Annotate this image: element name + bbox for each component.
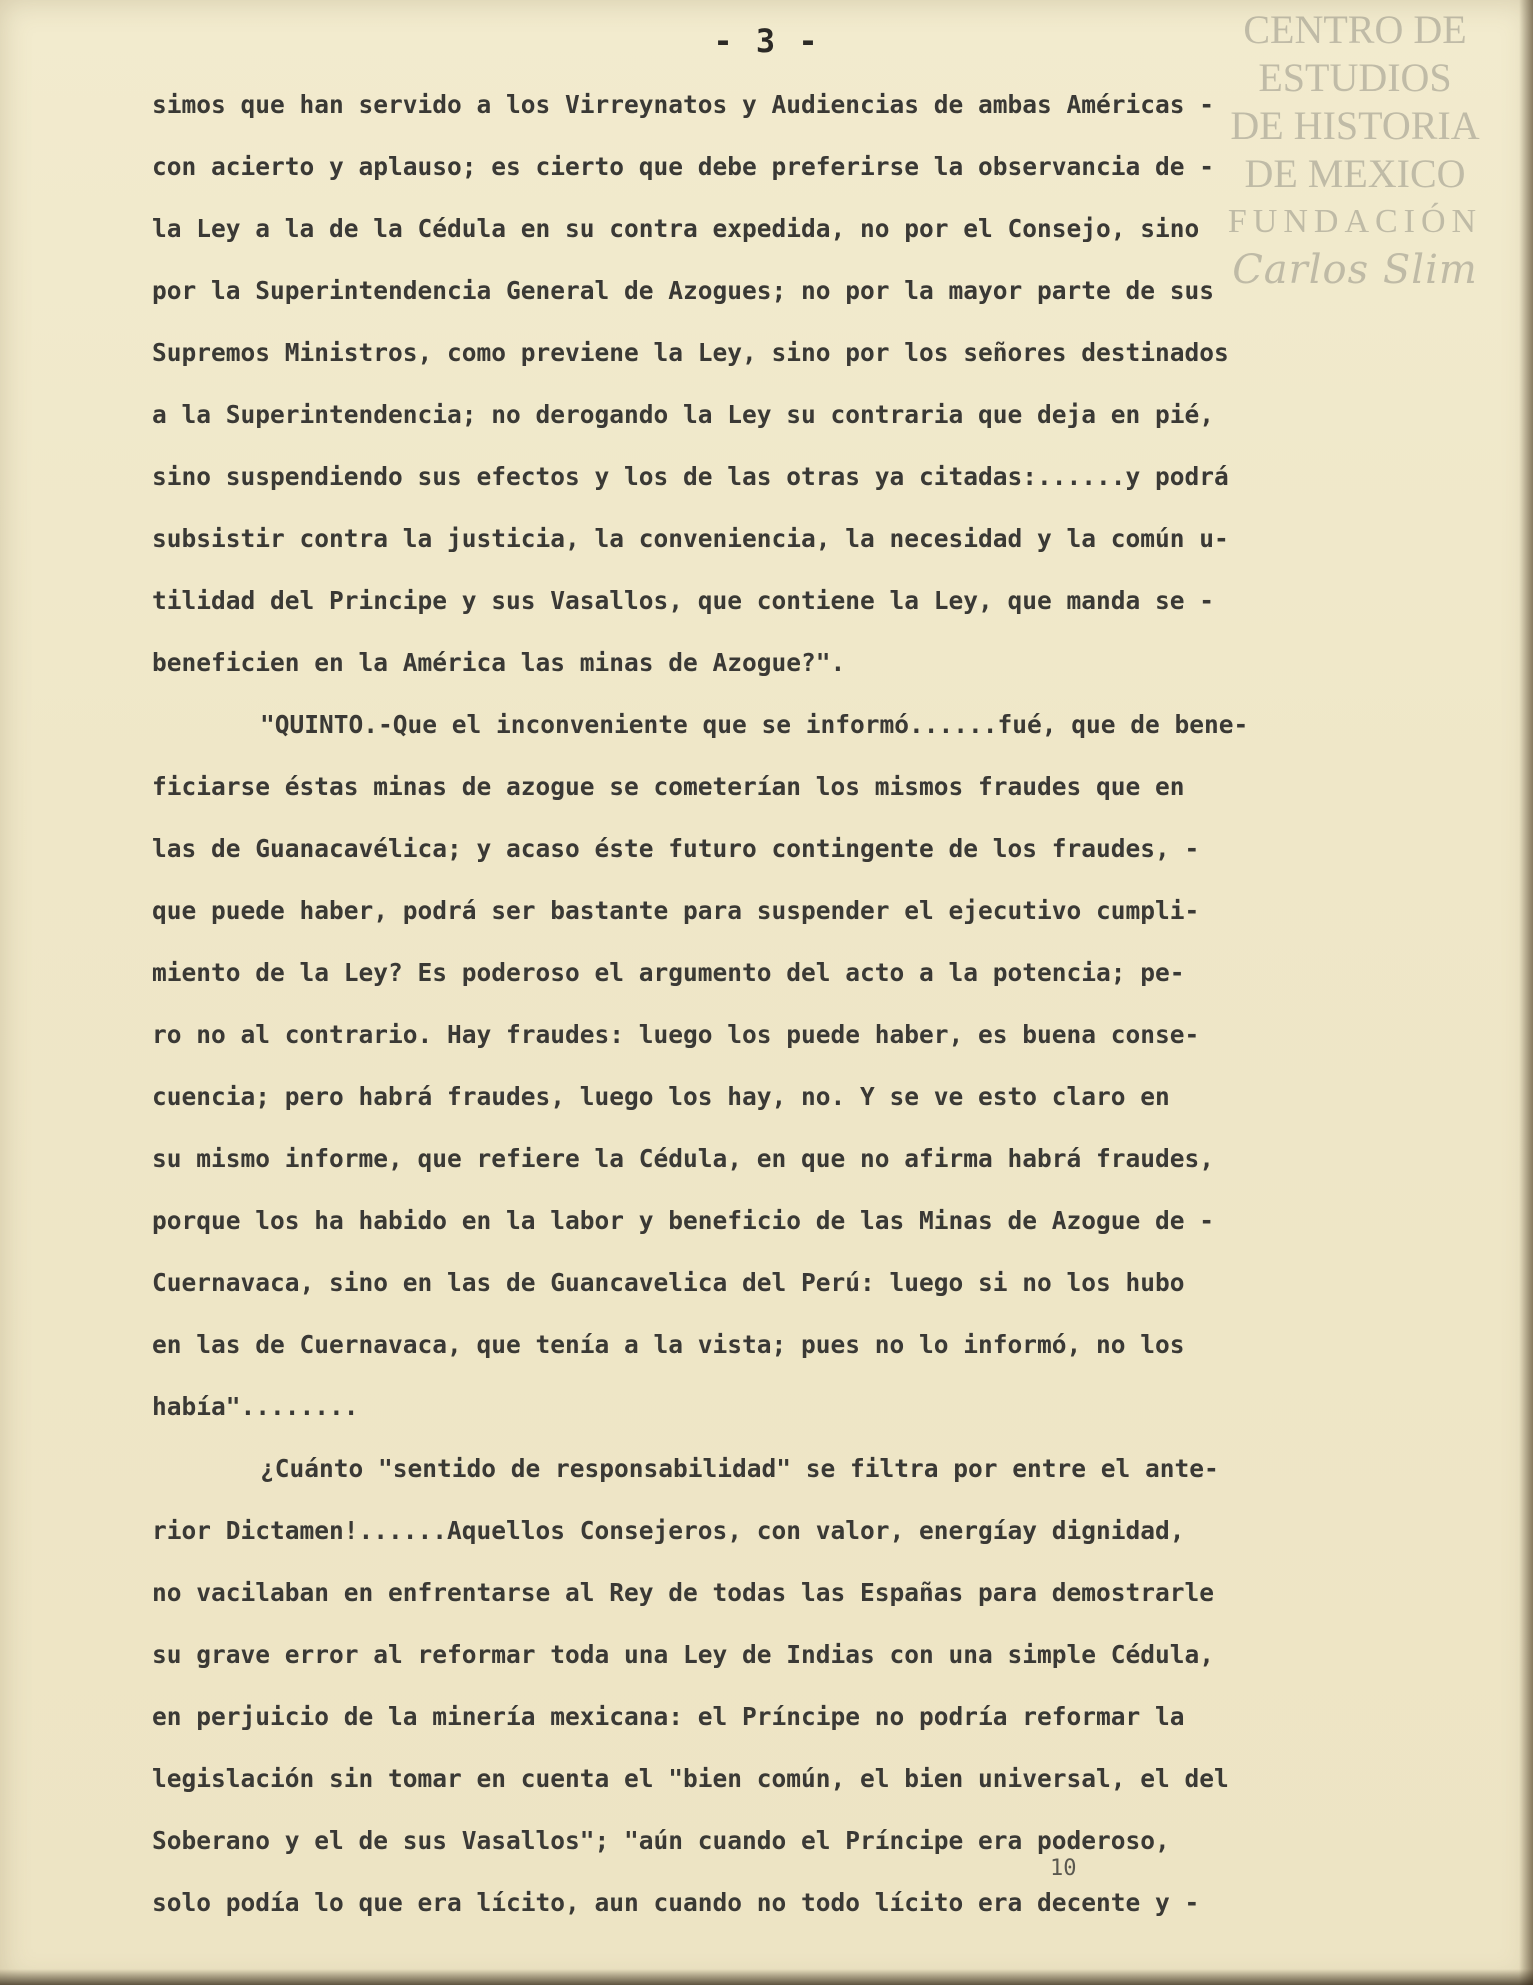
text-line: solo podía lo que era lícito, aun cuando no todo lícito era decente y - (152, 1888, 1200, 1917)
typewritten-body (152, 74, 1492, 1934)
text-line: su mismo informe, que refiere la Cédula, en que no afirma habrá fraudes, (152, 1144, 1215, 1173)
text-line: en perjuicio de la minería mexicana: el Príncipe no podría reformar la (152, 1702, 1185, 1731)
page-number: - 3 - (713, 22, 820, 60)
text-line: no vacilaban en enfrentarse al Rey de todas las Españas para demostrarle (152, 1578, 1215, 1607)
text-line: había"........ (152, 1392, 359, 1421)
text-line: Soberano y el de sus Vasallos"; "aún cuando el Príncipe era poderoso, (152, 1826, 1170, 1855)
text-line: Cuernavaca, sino en las de Guancavelica del Perú: luego si no los hubo (152, 1268, 1185, 1297)
text-line: sino suspendiendo sus efectos y los de las otras ya citadas:......y podrá (152, 462, 1229, 491)
text-line: su grave error al reformar toda una Ley de Indias con una simple Cédula, (152, 1640, 1215, 1669)
text-line: cuencia; pero habrá fraudes, luego los hay, no. Y se ve esto claro en (152, 1082, 1170, 1111)
paragraph-start-line: ¿Cuánto "sentido de responsabilidad" se filtra por entre el ante- (260, 1454, 1219, 1483)
text-line: con acierto y aplauso; es cierto que debe preferirse la observancia de - (152, 152, 1215, 181)
text-line: Supremos Ministros, como previene la Ley, sino por los señores destinados (152, 338, 1229, 367)
text-line: subsistir contra la justicia, la conveniencia, la necesidad y la común u- (152, 524, 1229, 553)
watermark-foundation: FUNDACIÓN (1227, 203, 1483, 240)
text-line: que puede haber, podrá ser bastante para suspender el ejecutivo cumpli- (152, 896, 1200, 925)
watermark-signature: Carlos Slim (1232, 247, 1478, 293)
text-line: rior Dictamen!......Aquellos Consejeros, con valor, energíay dignidad, (152, 1516, 1185, 1545)
text-line: en las de Cuernavaca, que tenía a la vista; pues no lo informó, no los (152, 1330, 1185, 1359)
text-line: la Ley a la de la Cédula en su contra expedida, no por el Consejo, sino (152, 214, 1200, 243)
text-line: legislación sin tomar en cuenta el "bien común, el bien universal, el del (152, 1764, 1229, 1793)
watermark-line: DE HISTORIA (1230, 103, 1480, 148)
text-line: ro no al contrario. Hay fraudes: luego los puede haber, es buena conse- (152, 1020, 1200, 1049)
text-line: miento de la Ley? Es poderoso el argumento del acto a la potencia; pe- (152, 958, 1185, 987)
text-line: porque los ha habido en la labor y beneficio de las Minas de Azogue de - (152, 1206, 1215, 1235)
text-line: simos que han servido a los Virreynatos y Audiencias de ambas Américas - (152, 90, 1215, 119)
text-line: a la Superintendencia; no derogando la Ley su contraria que deja en pié, (152, 400, 1215, 429)
paragraph-start-line: "QUINTO.-Que el inconveniente que se informó......fué, que de bene- (260, 710, 1249, 739)
watermark-line: DE MEXICO (1244, 151, 1466, 196)
watermark-line: CENTRO DE (1243, 7, 1467, 52)
text-line: por la Superintendencia General de Azogues; no por la mayor parte de sus (152, 276, 1215, 305)
page-edge-shadow (0, 1969, 1533, 1985)
text-line: tilidad del Principe y sus Vasallos, que contiene la Ley, que manda se - (152, 586, 1215, 615)
text-line: las de Guanacavélica; y acaso éste futuro contingente de los fraudes, - (152, 834, 1200, 863)
page-edge-shadow (1519, 0, 1533, 1985)
text-line: beneficien en la América las minas de Azogue?". (152, 648, 846, 677)
footnote-mark: 10 (1050, 1856, 1077, 1881)
watermark-line: ESTUDIOS (1258, 55, 1452, 100)
text-line: ficiarse éstas minas de azogue se cometerían los mismos fraudes que en (152, 772, 1185, 801)
